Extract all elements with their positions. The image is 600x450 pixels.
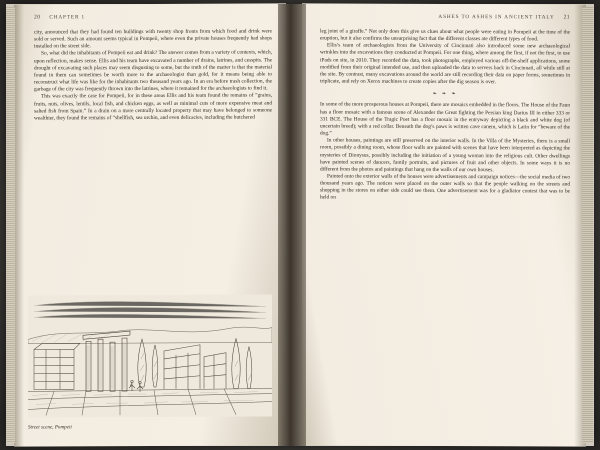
figure-caption: Street scene, Pompeii	[28, 424, 72, 431]
paragraph: In other houses, paintings are still preserved on the interior walls. In the Villa of the Mysteries, there is a small room, possibly a dining room, whose floor walls are painted with scenes that have been interpreted as depicting the mysteries of Dionysus, possibly including the initiation of a young woman into the religious cult. Other dwellings have painted scenes of dancers, family portraits, and pictures of fruit and other objects. In some ways it is no different from the photos and paintings that hang on the walls of our own houses.	[320, 137, 570, 174]
left-body-text	[34, 28, 272, 122]
right-page	[302, 3, 586, 446]
left-page	[14, 3, 286, 446]
right-folio: 21	[563, 14, 570, 21]
paragraph: city, announced that they had found ten buildings with twenty shop fronts from which food and drink were sold or served. Such an amount seems typical in Pompeii, where even the private houses frequently had shops installed on the street side.	[34, 28, 272, 50]
right-running-head	[320, 13, 570, 20]
page-shadow-left	[14, 5, 24, 447]
section-divider: ❧ ❧ ❧	[432, 92, 458, 98]
street-scene-illustration	[28, 294, 272, 417]
figure-block	[28, 294, 272, 430]
pompeii-street-scene-icon	[28, 294, 272, 417]
open-book	[6, 4, 594, 446]
paragraph: Painted onto the exterior walls of the houses were advertisements and campaign notices—the social media of two thousand years ago. The notices were placed on the outer walls so that the people walking on the streets and shopping in the stores on either side could see them. One advertisement was for a gladiator contest that was to be held on	[320, 173, 570, 201]
paragraph: So, what did the inhabitants of Pompeii eat and drink? The answer comes from a variety of contexts, which, upon reflection, makes sense. Ellis and his team have excavated a number of drains, latrines, and cesspits. The drought of excavating such places may seem disgusting to some, but the truth of the matter is that the material found in them can sometimes be worth more to the archaeologist than gold, for it means being able to reconstruct what life was like for the inhabitants two thousand years ago. In an era before trash collection, the garbage of the city was frequently thrown into the latrines, where it remained for the archaeologists to find it.	[34, 49, 272, 93]
left-running-head	[34, 13, 272, 20]
left-chapter-title: CHAPTER 1	[49, 14, 86, 21]
right-body-text	[320, 28, 570, 203]
book-gutter	[278, 4, 306, 446]
paragraph: In some of the more prosperous houses at Pompeii, there are mosaics embedded in the floors. The House of the Faun has a floor mosaic with a famous scene of Alexander the Great fighting the Persian king Darius III in either 333 or 331 BCE. The House of the Tragic Poet has a floor mosaic in the entryway depicting a black and white dog (of uncertain breed); with a red collar. Beneath the dog’s paws is written cave canem, which is Latin for “beware of the dog.”	[320, 101, 570, 137]
paragraph: Ellis’s team of archaeologists from the University of Cincinnati also introduced some new archaeological wrinkles into the excavations they conducted at Pompeii. For one thing, where among the first, if not the first, to use iPads on site, in 2010. They recorded the data, took photographs, employed various off-the-shelf applications, some modified from their original intended use, and then uploaded the data to servers back in Cincinnati, all while still at the site. By contrast, many excavations around the world are still recording their data on paper forms, sometimes in triplicate, and rely on Xerox machines to create copies after the dig season is over.	[320, 42, 570, 86]
paragraph: This was exactly the case for Pompeii, for in these areas Ellis and his team found the remains of “grains, fruits, nuts, olives, lentils, local fish, and chicken eggs, as well as minimal cuts of more expensive meat and salted fish from Spain.” In a drain on a more centrally located property that may have belonged to someone wealthier, they found the remains of “shellfish, sea urchin, and even delicacies, including the butchered	[34, 92, 272, 122]
left-page-edges	[6, 7, 15, 443]
left-folio: 20	[34, 14, 41, 21]
right-page-edges	[582, 7, 593, 443]
paragraph: leg joint of a giraffe.” Not only does this give us clues about what people were eating in Pompeii at the time of the eruption, but it also confirms the unsurprising fact that the different classes ate different types of food.	[320, 28, 570, 43]
right-chapter-title: ASHES TO ASHES IN ANCIENT ITALY	[438, 13, 555, 21]
